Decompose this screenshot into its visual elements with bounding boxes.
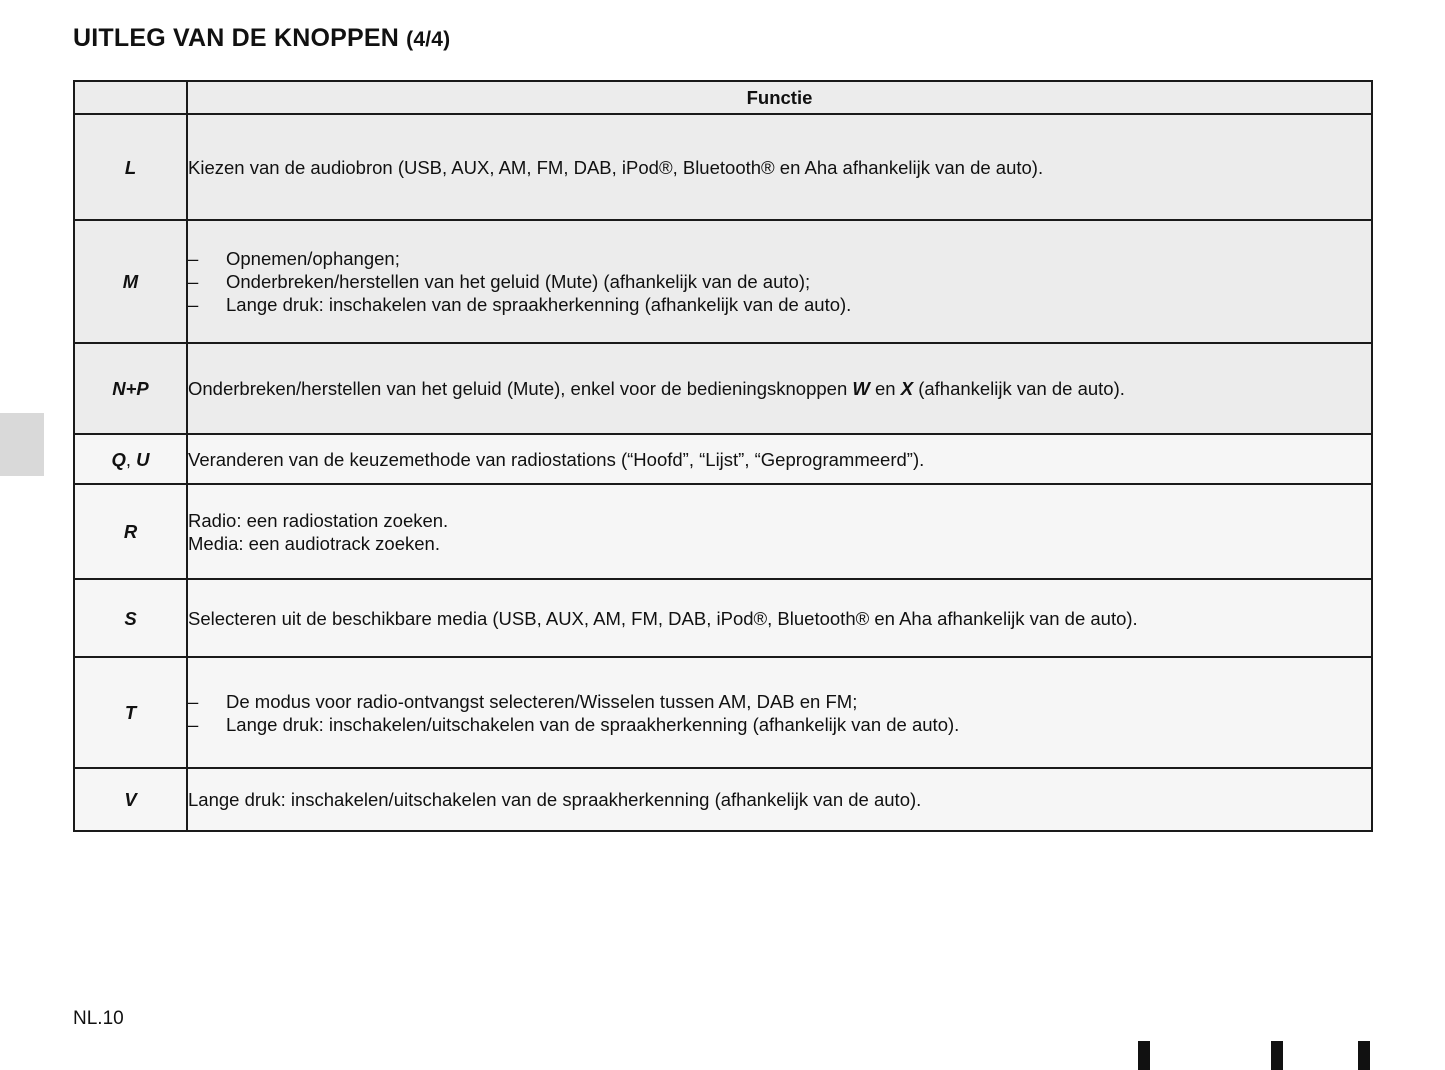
key-x-label: X [900,378,914,399]
row-desc-m [187,220,1372,343]
header-key-cell [74,81,187,114]
crop-mark [1358,1041,1370,1070]
row-desc-np-before: Onderbreken/herstellen van het geluid (Mute), enkel voor de bedieningsknoppen [188,378,848,399]
crop-mark [1138,1041,1150,1070]
row-key-np: N+P [74,343,187,434]
row-key-t: T [74,657,187,768]
table-row [74,434,1372,484]
row-line: Radio: een radiostation zoeken. [188,509,449,531]
table-row [74,768,1372,831]
list-item [188,270,1371,293]
row-desc-t [187,657,1372,768]
list-dash: – [188,713,199,735]
list-dash: – [188,248,199,269]
row-desc-l: Kiezen van de audiobron (USB, AUX, AM, FM, DAB, iPod®, Bluetooth® en Aha afhankelijk van de auto). [187,114,1372,220]
page-title-suffix: (4/4) [406,28,451,51]
button-explanation-table [73,80,1373,832]
list-dash: – [188,294,199,315]
table-row [74,220,1372,343]
page-title-text: UITLEG VAN DE KNOPPEN [73,24,399,52]
list-item [188,247,1371,270]
row-desc-np [187,343,1372,434]
row-key-v: V [74,768,187,831]
row-desc-r [187,484,1372,579]
row-list-m [188,247,1371,316]
table-header-row [74,81,1372,114]
row-key-l: L [74,114,187,220]
table-row [74,343,1372,434]
list-item [188,293,1371,316]
key-w-label: W [852,378,870,399]
list-item-text: Lange druk: inschakelen van de spraakherkenning (afhankelijk van de auto). [226,294,852,315]
header-function-cell: Functie [187,81,1372,114]
row-key-m: M [74,220,187,343]
table-row [74,484,1372,579]
row-desc-v: Lange druk: inschakelen/uitschakelen van de spraakherkenning (afhankelijk van de auto). [187,768,1372,831]
key-u-label: U [136,448,150,470]
key-separator: , [125,448,131,470]
row-desc-np-mid: en [874,378,896,399]
list-dash: – [188,690,199,712]
row-desc-s: Selecteren uit de beschikbare media (USB, AUX, AM, FM, DAB, iPod®, Bluetooth® en Aha afhankelijk van de auto). [187,579,1372,657]
row-list-t [188,690,1371,736]
list-item [188,713,1371,736]
crop-mark [1271,1041,1283,1070]
row-key-s: S [74,579,187,657]
row-line: Media: een audiotrack zoeken. [188,532,440,554]
table-row [74,114,1372,220]
row-key-qu [74,434,187,484]
table-row [74,579,1372,657]
page-title [73,24,450,53]
row-desc-qu: Veranderen van de keuzemethode van radiostations (“Hoofd”, “Lijst”, “Geprogrammeerd”). [187,434,1372,484]
table-row [74,657,1372,768]
page-number: NL.10 [73,1008,124,1029]
list-item-text: Opnemen/ophangen; [226,248,400,269]
key-q-label: Q [111,448,126,470]
row-key-r: R [74,484,187,579]
list-item [188,690,1371,713]
list-item-text: Lange druk: inschakelen/uitschakelen van de spraakherkenning (afhankelijk van de auto). [226,713,960,735]
list-item-text: De modus voor radio-ontvangst selecteren/Wisselen tussen AM, DAB en FM; [226,690,858,712]
side-tab-marker [0,413,44,476]
row-desc-np-after: (afhankelijk van de auto). [918,378,1125,399]
list-item-text: Onderbreken/herstellen van het geluid (Mute) (afhankelijk van de auto); [226,271,811,292]
list-dash: – [188,271,199,292]
